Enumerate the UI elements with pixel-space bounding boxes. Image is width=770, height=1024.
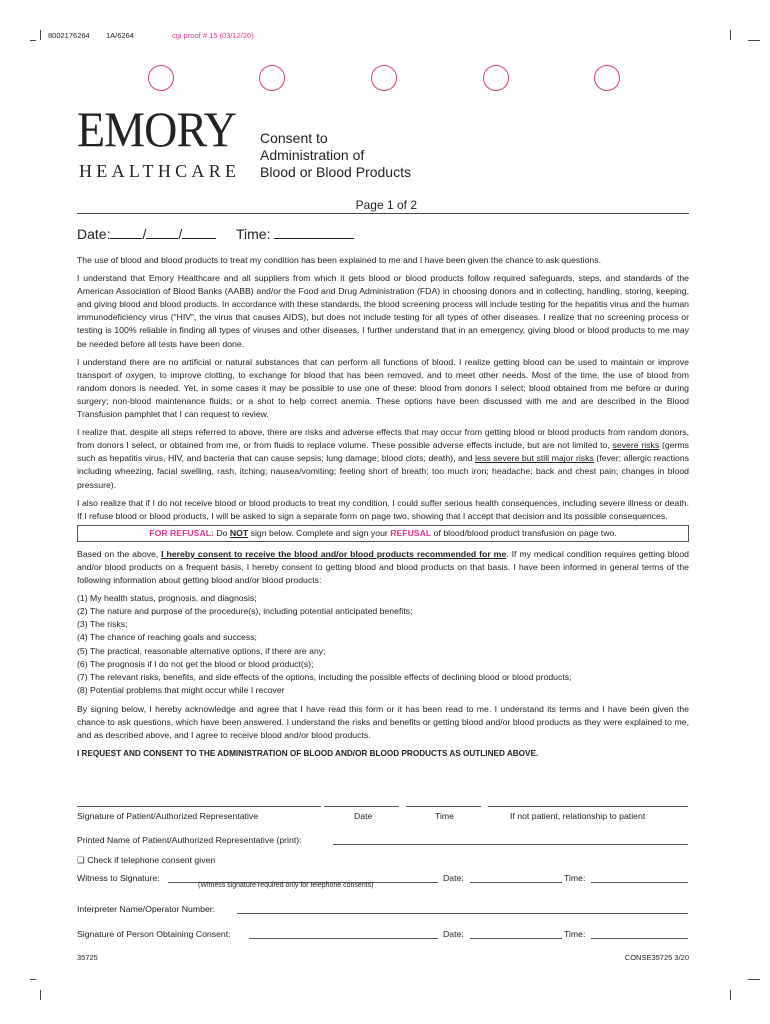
- date-label: Date:: [77, 226, 111, 242]
- date-month-line[interactable]: [110, 226, 142, 239]
- form-title-line-3: Blood or Blood Products: [260, 164, 411, 180]
- refusal-notice-box: FOR REFUSAL: Do NOT sign below. Complete and sign your REFUSAL of blood/blood product transfusion on page two.: [77, 525, 689, 542]
- paragraph-substances: I understand there are no artificial or natural substances that can perform all functions of blood. I realize getting blood can be used to maintain or improve transport of oxygen, to improve clotting, to exchange for blood that has been removed, and to meet other needs. Most of the time, the use of blood from random donors is needed. Yet, in some cases it may be possible to use one of these: blood from donors I select; blood obtained from me before or during surgery; non-blood maintenance fluids; or a shot to help correct anemia. These options have been discussed with me and are described in the Blood Transfusion pamphlet that I can request to review.: [77, 356, 689, 420]
- form-title-line-2: Administration of: [260, 147, 365, 163]
- obtaining-date-label: Date:: [443, 929, 464, 939]
- punch-hole-marker: [148, 65, 174, 91]
- punch-hole-marker: [594, 65, 620, 91]
- list-item: (2) The nature and purpose of the procedure(s), including potential anticipated benefits;: [77, 606, 413, 617]
- request-statement: I REQUEST AND CONSENT TO THE ADMINISTRATION OF BLOOD AND/OR BLOOD PRODUCTS AS OUTLINED ABOVE.: [77, 749, 539, 759]
- information-list: [77, 592, 689, 697]
- crop-mark-bl-h: [30, 979, 36, 980]
- relationship-line[interactable]: [488, 806, 688, 807]
- consent-statement: I hereby consent to receive the blood and/or blood products recommended for me: [161, 548, 507, 559]
- signature-label: Signature of Patient/Authorized Representative: [77, 811, 259, 821]
- signature-time-line[interactable]: [406, 806, 481, 807]
- witness-date-line[interactable]: [470, 882, 562, 883]
- signature-date-label: Date: [354, 811, 373, 821]
- witness-label: Witness to Signature:: [77, 873, 160, 883]
- date-year-line[interactable]: [182, 226, 216, 239]
- witness-note: (Witness signature required only for telephone consents): [198, 882, 374, 889]
- emory-logo-wordmark: EMORY: [77, 101, 236, 157]
- date-field[interactable]: [77, 226, 216, 242]
- witness-time-label: Time:: [564, 873, 586, 883]
- list-item: (7) The relevant risks, benefits, and side effects of the options, including the possible effects of declining blood or blood products;: [77, 671, 572, 682]
- time-field[interactable]: [236, 226, 354, 242]
- paragraph-explained: The use of blood and blood products to treat my condition has been explained to me and I have been given the chance to ask questions.: [77, 255, 602, 265]
- paragraph-safeguards: I understand that Emory Healthcare and all suppliers from which it gets blood or blood products follow required safeguards, steps, and standards of the American Association of Blood Banks (AABB) and/or the Food and Drug Administration (FDA) in choosing donors and in collecting, handling, storing, keeping, and giving blood and blood products. In accordance with these standards, the blood screening process will include testing for the hepatitis virus and the human immunodeficiency virus (“HIV”, the virus that causes AIDS), but does not include testing for all types of other diseases. I realize that no screening process or testing is 100% reliable in finding all types of viruses and other diseases. I further understand that in an emergency, giving blood or blood products to me may be needed before all tests have been done.: [77, 273, 689, 349]
- telephone-consent-row[interactable]: [77, 855, 215, 866]
- obtaining-date-line[interactable]: [470, 938, 562, 939]
- page-number: Page 1 of 2: [355, 198, 417, 212]
- printed-name-line[interactable]: [333, 844, 688, 845]
- interpreter-label: Interpreter Name/Operator Number:: [77, 904, 216, 914]
- witness-time-line[interactable]: [591, 882, 688, 883]
- time-line[interactable]: [274, 226, 354, 239]
- not-text: NOT: [229, 527, 249, 538]
- obtaining-time-line[interactable]: [591, 938, 688, 939]
- paragraph-risks: I realize that, despite all steps referred to above, there are risks and adverse effects that may occur from getting blood or blood products from random donors, from donors I select, or obtained from me, or from fluids to replace volume. These possible adverse effects include, but are not limited to, severe risks (germs such as hepatitis virus, HIV, and bacteria that can cause sepsis; lung damage; blood clots; death), and less severe but still major risks (fever; allergic reactions including wheezing, facial swelling, rash, itching; nausea/vomiting; feeling short of breath; too much iron; headache; back and chest pain; changes in blood pressure).: [77, 427, 690, 490]
- list-item: (5) The practical, reasonable alternative options, if there are any;: [77, 645, 326, 656]
- interpreter-line[interactable]: [237, 913, 688, 914]
- obtaining-time-label: Time:: [564, 929, 586, 939]
- proof-label: cgi proof # 15 (03/12/20): [172, 31, 254, 40]
- crop-mark-tl-h: [30, 40, 36, 41]
- form-title: [260, 130, 411, 181]
- telephone-consent-label: Check if telephone consent given: [87, 855, 216, 865]
- punch-hole-marker: [371, 65, 397, 91]
- crop-mark-br: [730, 990, 731, 1000]
- list-item: (8) Potential problems that might occur while I recover: [77, 684, 285, 695]
- proof-code-2: 1A/6264: [106, 31, 134, 40]
- refusal-word: REFUSAL: [390, 527, 432, 538]
- crop-mark-bl: [40, 990, 41, 1000]
- footer-form-number: 35725: [77, 953, 98, 962]
- list-item: (4) The chance of reaching goals and success;: [77, 632, 257, 643]
- proof-code-1: 8002176264: [48, 31, 90, 40]
- signature-line[interactable]: [77, 806, 321, 807]
- less-severe-risks-text: less severe but still major risks: [475, 453, 594, 464]
- signature-date-line[interactable]: [324, 806, 399, 807]
- date-separator: /: [142, 226, 147, 242]
- time-label: Time:: [236, 226, 271, 242]
- paragraph-acknowledge: By signing below, I hereby acknowledge and agree that I have read this form or it has been read to me. I understand its terms and I have been given the chance to ask questions, which have been answered. I understand the risks and benefits or getting blood and/or blood products as they were explained to me, and as described above, and I agree to receive blood and/or blood products.: [77, 703, 689, 741]
- crop-mark-br-h: [748, 979, 760, 980]
- crop-mark-tl: [40, 30, 41, 40]
- signature-time-label: Time: [435, 811, 454, 821]
- punch-hole-marker: [259, 65, 285, 91]
- obtaining-consent-line[interactable]: [249, 938, 438, 939]
- checkbox-icon[interactable]: ❑: [77, 855, 85, 865]
- date-day-line[interactable]: [146, 226, 178, 239]
- crop-mark-tr-h: [748, 40, 760, 41]
- date-separator: /: [178, 226, 183, 242]
- punch-hole-marker: [483, 65, 509, 91]
- refusal-label: FOR REFUSAL:: [149, 527, 214, 538]
- severe-risks-text: severe risks: [612, 440, 660, 451]
- list-item: (3) The risks;: [77, 619, 128, 630]
- printed-name-label: Printed Name of Patient/Authorized Representative (print):: [77, 835, 302, 845]
- list-item: (6) The prognosis if I do not get the blood or blood product(s);: [77, 658, 314, 669]
- paragraph-consent: Based on the above, I hereby consent to receive the blood and/or blood products recommended for me. If my medical condition requires getting blood and/or blood products on a frequent basis, I hereby consent to getting blood and blood products on that basis. I have been informed in general terms of the following information about getting blood and/or blood products:: [77, 548, 689, 586]
- consent-body: [77, 254, 689, 765]
- healthcare-logo-wordmark: HEALTHCARE: [79, 161, 241, 181]
- form-title-line-1: Consent to: [260, 130, 328, 146]
- witness-date-label: Date:: [443, 873, 464, 883]
- crop-mark-tr: [730, 30, 731, 40]
- footer-form-code: CONSE35725 3/20: [624, 953, 689, 962]
- relationship-label: If not patient, relationship to patient: [510, 811, 646, 821]
- obtaining-consent-label: Signature of Person Obtaining Consent:: [77, 929, 231, 939]
- header-divider: [77, 213, 689, 214]
- paragraph-refuse-consequences: I also realize that if I do not receive blood or blood products to treat my condition, I could suffer serious health consequences, including severe illness or death. If I refuse blood or blood products, I will be asked to sign a separate form on page two, showing that I accept that decision and its possible consequences.: [77, 497, 689, 521]
- list-item: (1) My health status, prognosis, and diagnosis;: [77, 593, 257, 604]
